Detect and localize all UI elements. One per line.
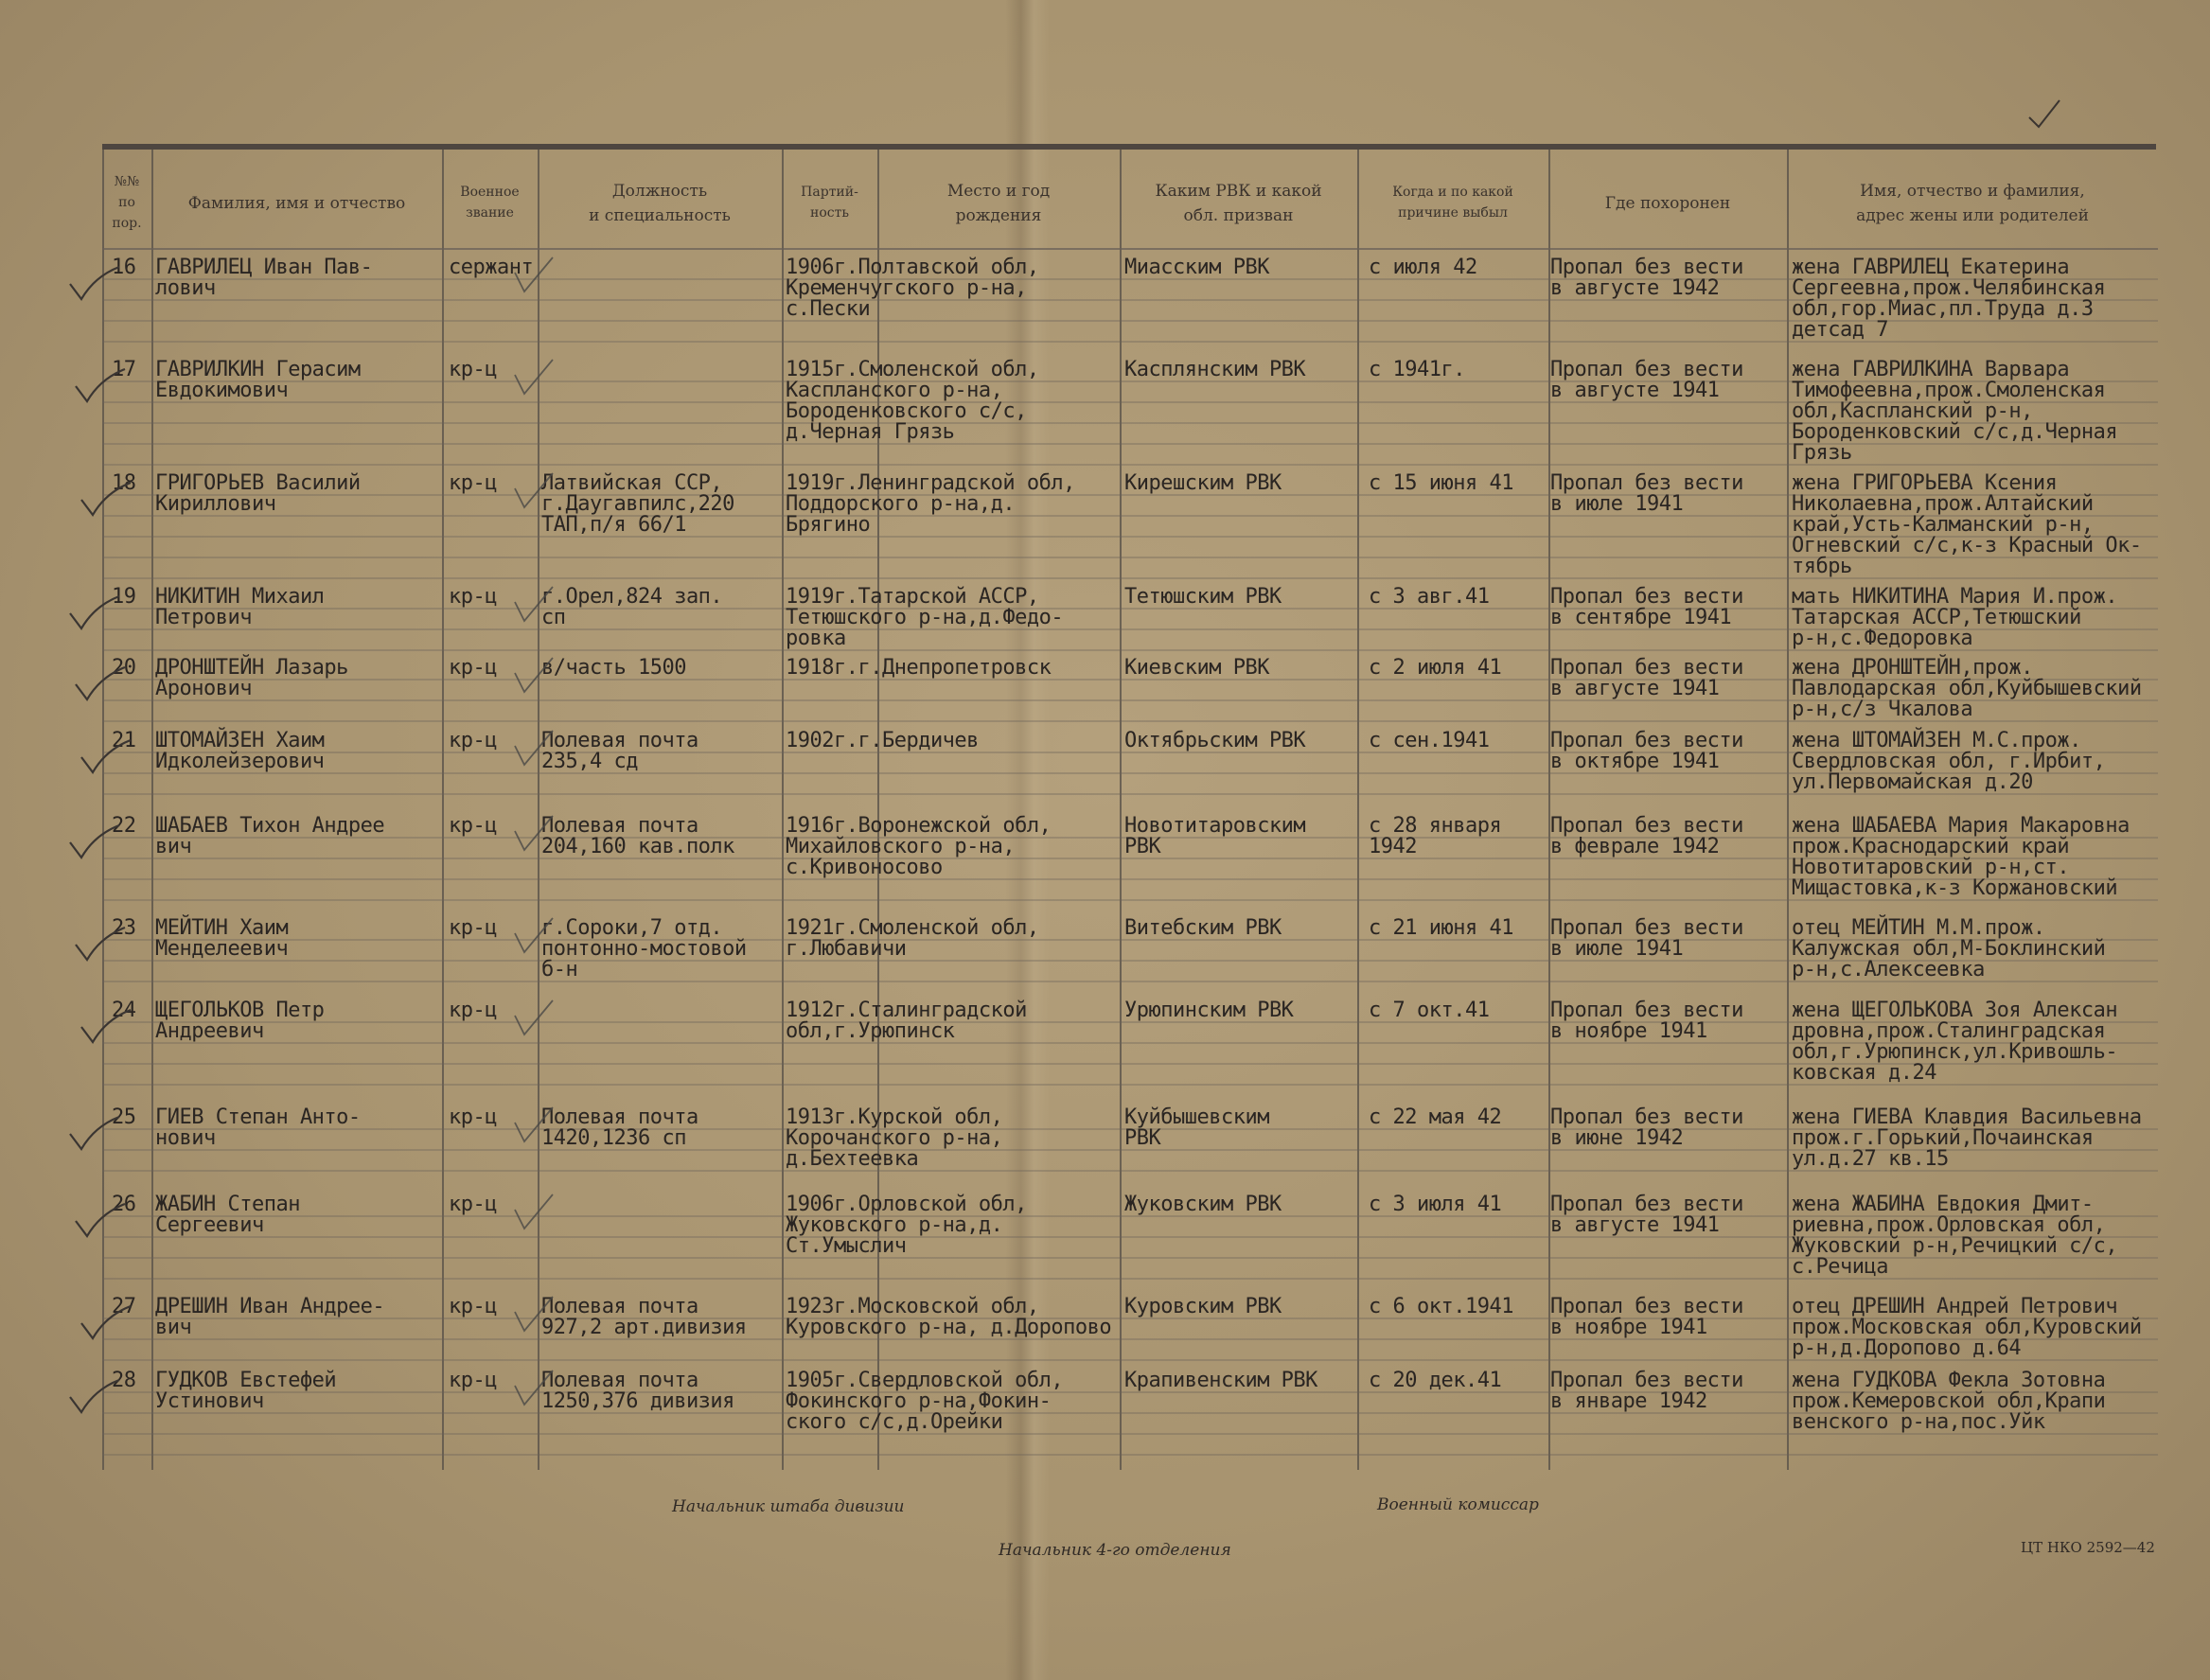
table-top-rule — [102, 144, 2156, 150]
header-position: Должность и специальность — [589, 181, 731, 225]
row-18-position: Латвийская ССР, г.Даугавпилс,220 ТАП,п/я 66/1 — [541, 471, 734, 537]
check-mark-icon — [78, 479, 134, 521]
row-28-birth: 1905г.Свердловской обл, Фокинского р-на,Фокин- ского с/с,д.Орейки — [786, 1369, 1064, 1434]
row-27-rank: кр-ц — [449, 1295, 497, 1318]
check-mark-icon — [511, 654, 558, 701]
row-18-rvk: Кирешским РВК — [1124, 471, 1282, 495]
row-20-relatives: жена ДРОНШТЕЙН,прож. Павлодарская обл,Куйбышевский р-н,с/з Чкалова — [1792, 656, 2142, 721]
row-21-relatives: жена ШТОМАЙЗЕН М.С.прож. Свердловская обл, г.Ирбит, ул.Первомайская д.20 — [1792, 729, 2106, 794]
ruled-line — [102, 1257, 1787, 1259]
row-26-birth: 1906г.Орловской обл, Жуковского р-на,д. Ст.Умыслич — [786, 1193, 1027, 1258]
check-mark-icon — [66, 1376, 123, 1418]
ruled-line — [102, 878, 1787, 880]
header-name: Фамилия, имя и отчество — [187, 193, 406, 213]
row-20-name: ДРОНШТЕЙН Лазарь Аронович — [155, 656, 348, 700]
col-divider — [102, 150, 104, 1470]
row-19-position: г.Орел,824 зап. сп — [541, 585, 723, 629]
ruled-line — [102, 960, 1787, 962]
row-16-relatives: жена ГАВРИЛЕЦ Екатерина Сергеевна,прож.Челябинская обл,гор.Миас,пл.Труда д.3 детсад 7 — [1792, 256, 2106, 342]
form-code: ЦТ НКО 2592—42 — [2021, 1539, 2155, 1556]
row-23-buried: Пропал без вести в июле 1941 — [1550, 916, 1743, 961]
row-27-buried: Пропал без вести в ноябре 1941 — [1550, 1295, 1743, 1339]
row-26-relatives: жена ЖАБИНА Евдокия Дмит- риевна,прож.Орловская обл, Жуковский р-н,Речицкий с/с, с.Речица — [1792, 1193, 2118, 1279]
row-27-num: 27 — [112, 1295, 136, 1318]
check-mark-icon — [72, 924, 129, 965]
row-20-position: в/часть 1500 — [541, 656, 686, 680]
row-23-rank: кр-ц — [449, 916, 497, 940]
row-24-num: 24 — [112, 999, 136, 1022]
row-23-when: с 21 июня 41 — [1369, 916, 1513, 940]
row-19-buried: Пропал без вести в сентябре 1941 — [1550, 585, 1743, 629]
row-26-buried: Пропал без вести в августе 1941 — [1550, 1193, 1743, 1237]
row-19-num: 19 — [112, 585, 136, 609]
row-22-buried: Пропал без вести в феврале 1942 — [1550, 814, 1743, 858]
row-25-when: с 22 мая 42 — [1369, 1105, 1502, 1129]
row-16-rvk: Миасским РВК — [1124, 256, 1269, 279]
row-23-name: МЕЙТИН Хаим Менделеевич — [155, 916, 289, 961]
row-21-rvk: Октябрьским РВК — [1124, 729, 1306, 752]
ruled-line — [102, 1084, 1787, 1086]
check-mark-icon — [72, 365, 129, 407]
check-mark-icon — [2025, 95, 2063, 133]
row-22-position: Полевая почта 204,160 кав.полк — [541, 814, 734, 858]
row-18-relatives: жена ГРИГОРЬЕВА Ксения Николаевна,прож.Алтайский край,Усть-Калманский р-н, Огневский с/с,к-з Красный Ок- тябрь — [1792, 471, 2142, 578]
check-mark-icon — [78, 1302, 134, 1344]
row-16-buried: Пропал без вести в августе 1942 — [1550, 256, 1743, 300]
row-16-name: ГАВРИЛЕЦ Иван Пав- лович — [155, 256, 373, 300]
ruled-line — [102, 793, 1787, 795]
row-27-name: ДРЕШИН Иван Андрее- вич — [155, 1295, 385, 1339]
header-buried: Где похоронен — [1604, 193, 1731, 213]
header-num: №№ по пор. — [112, 174, 142, 231]
row-25-buried: Пропал без вести в июне 1942 — [1550, 1105, 1743, 1150]
row-28-buried: Пропал без вести в январе 1942 — [1550, 1369, 1743, 1413]
row-16-when: с июля 42 — [1369, 256, 1477, 279]
row-23-relatives: отец МЕЙТИН М.М.прож. Калужская обл,М-Боклинский р-н,с.Алексеевка — [1792, 916, 2106, 981]
ruled-line — [102, 577, 1787, 579]
check-mark-icon — [511, 583, 558, 630]
ruled-line — [102, 464, 1787, 466]
row-28-rvk: Крапивенским РВК — [1124, 1369, 1317, 1392]
ruled-line — [102, 720, 1787, 722]
row-25-rank: кр-ц — [449, 1105, 497, 1129]
row-22-name: ШАБАЕВ Тихон Андрее вич — [155, 814, 385, 858]
check-mark-icon — [66, 263, 123, 305]
ruled-line — [102, 699, 1787, 701]
row-22-when: с 28 января 1942 — [1369, 814, 1502, 858]
ruled-line — [102, 557, 1787, 558]
row-24-birth: 1912г.Сталинградской обл,г.Урюпинск — [786, 999, 1027, 1043]
row-27-position: Полевая почта 927,2 арт.дивизия — [541, 1295, 747, 1339]
col-divider — [1357, 150, 1359, 1470]
row-22-relatives: жена ШАБАЕВА Мария Макаровна прож.Краснодарский край Новотитаровский р-н,ст. Мищастовка,к-з Коржановский — [1792, 814, 2130, 900]
row-17-num: 17 — [112, 358, 136, 381]
row-19-rvk: Тетюшским РВК — [1124, 585, 1282, 609]
check-mark-icon — [511, 356, 558, 403]
check-mark-icon — [511, 914, 558, 962]
check-mark-icon — [78, 736, 134, 778]
check-mark-icon — [511, 1293, 558, 1340]
ruled-line — [102, 1454, 1787, 1456]
row-25-rvk: Куйбышевским РВК — [1124, 1105, 1269, 1150]
row-26-num: 26 — [112, 1193, 136, 1216]
row-17-birth: 1915г.Смоленской обл, Каспланского р-на, Бороденковского с/с, д.Черная Грязь — [786, 358, 1039, 444]
row-20-birth: 1918г.г.Днепропетровск — [786, 656, 1052, 680]
row-26-when: с 3 июля 41 — [1369, 1193, 1502, 1216]
col-divider — [877, 150, 879, 1470]
row-21-num: 21 — [112, 729, 136, 752]
check-mark-icon — [511, 469, 558, 517]
row-28-position: Полевая почта 1250,376 дивизия — [541, 1369, 734, 1413]
ruled-line — [102, 1278, 1787, 1280]
row-21-name: ШТОМАЙЗЕН Хаим Идколейзерович — [155, 729, 325, 773]
check-mark-icon — [66, 1113, 123, 1155]
row-26-rank: кр-ц — [449, 1193, 497, 1216]
row-21-when: с сен.1941 — [1369, 729, 1490, 752]
row-27-rvk: Куровским РВК — [1124, 1295, 1282, 1318]
row-23-num: 23 — [112, 916, 136, 940]
row-24-name: ЩЕГОЛЬКОВ Петр Андреевич — [155, 999, 325, 1043]
row-20-num: 20 — [112, 656, 136, 680]
ruled-line — [102, 649, 1787, 651]
row-18-when: с 15 июня 41 — [1369, 471, 1513, 495]
row-21-birth: 1902г.г.Бердичев — [786, 729, 979, 752]
header-rvk: Каким РВК и какой обл. призван — [1155, 181, 1322, 225]
header-rank: Военное звание — [460, 185, 520, 221]
col-divider — [1120, 150, 1122, 1470]
row-24-buried: Пропал без вести в ноябре 1941 — [1550, 999, 1743, 1043]
row-19-relatives: мать НИКИТИНА Мария И.прож. Татарская АССР,Тетюшский р-н,с.Федоровка — [1792, 585, 2118, 650]
row-25-num: 25 — [112, 1105, 136, 1129]
footer-chief-dept: Начальник 4-го отделения — [999, 1541, 1231, 1560]
row-27-when: с 6 окт.1941 — [1369, 1295, 1513, 1318]
check-mark-icon — [511, 1104, 558, 1151]
row-23-position: г.Сороки,7 отд. понтонно-мостовой б-н — [541, 916, 747, 981]
ruled-line — [102, 899, 1787, 901]
check-mark-icon — [511, 997, 558, 1044]
row-17-rvk: Касплянским РВК — [1124, 358, 1306, 381]
row-24-rvk: Урюпинским РВК — [1124, 999, 1294, 1022]
row-22-rvk: Новотитаровским РВК — [1124, 814, 1306, 858]
row-23-birth: 1921г.Смоленской обл, г.Любавичи — [786, 916, 1039, 961]
check-mark-icon — [66, 822, 123, 863]
check-mark-icon — [511, 812, 558, 859]
check-mark-icon — [72, 1200, 129, 1242]
row-19-birth: 1919г.Татарской АССР, Тетюшского р-на,д.Федо- ровка — [786, 585, 1064, 650]
col-divider — [538, 150, 539, 1470]
row-27-relatives: отец ДРЕШИН Андрей Петрович прож.Московская обл,Куровский р-н,д.Доропово д.64 — [1792, 1295, 2142, 1360]
row-19-when: с 3 авг.41 — [1369, 585, 1490, 609]
check-mark-icon — [511, 1191, 558, 1238]
row-28-num: 28 — [112, 1369, 136, 1392]
ruled-line — [102, 981, 1787, 982]
row-22-birth: 1916г.Воронежской обл, Михайловского р-на, с.Кривоносово — [786, 814, 1052, 879]
row-20-rvk: Киевским РВК — [1124, 656, 1269, 680]
row-28-name: ГУДКОВ Евстефей Устинович — [155, 1369, 337, 1413]
ruled-line — [102, 1170, 1787, 1172]
ruled-line — [1787, 1454, 2158, 1456]
check-mark-icon — [66, 592, 123, 634]
ruled-line — [102, 1359, 1787, 1361]
check-mark-icon — [72, 663, 129, 705]
row-17-name: ГАВРИЛКИН Герасим Евдокимович — [155, 358, 361, 402]
header-birth: Место и год рождения — [946, 181, 1051, 225]
row-19-name: НИКИТИН Михаил Петрович — [155, 585, 325, 629]
header-when: Когда и по какой причине выбыл — [1392, 185, 1513, 221]
row-18-rank: кр-ц — [449, 471, 497, 495]
row-17-when: с 1941г. — [1369, 358, 1465, 381]
row-28-when: с 20 дек.41 — [1369, 1369, 1502, 1392]
row-26-name: ЖАБИН Степан Сергеевич — [155, 1193, 300, 1237]
check-mark-icon — [511, 1367, 558, 1414]
footer-chief-staff: Начальник штаба дивизии — [672, 1497, 905, 1516]
row-28-rank: кр-ц — [449, 1369, 497, 1392]
row-25-name: ГИЕВ Степан Анто- нович — [155, 1105, 361, 1150]
col-divider — [151, 150, 153, 1470]
col-divider — [782, 150, 784, 1470]
ruled-line — [102, 1063, 1787, 1065]
row-27-birth: 1923г.Московской обл, Куровского р-на, д.Доропово — [786, 1295, 1112, 1339]
ruled-line — [102, 320, 1787, 322]
row-16-rank: сержант — [449, 256, 534, 279]
row-26-rvk: Жуковским РВК — [1124, 1193, 1282, 1216]
row-18-birth: 1919г.Ленинградской обл, Поддорского р-на,д. Брягино — [786, 471, 1075, 537]
row-23-rvk: Витебским РВК — [1124, 916, 1282, 940]
row-16-birth: 1906г.Полтавской обл, Кременчугского р-на, с.Пески — [786, 256, 1039, 321]
row-21-position: Полевая почта 235,4 сд — [541, 729, 698, 773]
row-24-rank: кр-ц — [449, 999, 497, 1022]
ruled-line — [102, 772, 1787, 774]
row-21-buried: Пропал без вести в октябре 1941 — [1550, 729, 1743, 773]
row-21-rank: кр-ц — [449, 729, 497, 752]
row-16-num: 16 — [112, 256, 136, 279]
row-19-rank: кр-ц — [449, 585, 497, 609]
row-18-buried: Пропал без вести в июле 1941 — [1550, 471, 1743, 516]
row-17-relatives: жена ГАВРИЛКИНА Варвара Тимофеевна,прож.Смоленская обл,Каспланский р-н, Бороденковский с/с,д.Черная Грязь — [1792, 358, 2118, 465]
row-18-name: ГРИГОРЬЕВ Василий Кириллович — [155, 471, 361, 516]
header-relatives: Имя, отчество и фамилия, адрес жены или родителей — [1856, 181, 2089, 225]
row-25-birth: 1913г.Курской обл, Корочанского р-на, д.Бехтеевка — [786, 1105, 1003, 1171]
check-mark-icon — [511, 254, 558, 301]
col-divider — [442, 150, 444, 1470]
row-28-relatives: жена ГУДКОВА Фекла Зотовна прож.Кемеровской обл,Крапи венского р-на,пос.Уйк — [1792, 1369, 2106, 1434]
row-25-relatives: жена ГИЕВА Клавдия Васильевна прож.г.Горький,Почаинская ул.д.27 кв.15 — [1792, 1105, 2142, 1171]
footer-commissar: Военный комиссар — [1377, 1495, 1539, 1514]
header-party: Партий- ность — [801, 185, 858, 221]
row-20-buried: Пропал без вести в августе 1941 — [1550, 656, 1743, 700]
check-mark-icon — [511, 727, 558, 774]
ruled-line — [102, 341, 1787, 343]
row-17-rank: кр-ц — [449, 358, 497, 381]
row-24-relatives: жена ЩЕГОЛЬКОВА Зоя Алексан дровна,прож.Сталинградская обл,г.Урюпинск,ул.Кривошль- ковская д.24 — [1792, 999, 2118, 1085]
row-17-buried: Пропал без вести в августе 1941 — [1550, 358, 1743, 402]
row-20-when: с 2 июля 41 — [1369, 656, 1502, 680]
row-25-position: Полевая почта 1420,1236 сп — [541, 1105, 698, 1150]
check-mark-icon — [78, 1006, 134, 1048]
row-22-rank: кр-ц — [449, 814, 497, 838]
col-divider — [1787, 150, 1789, 1470]
col-divider — [1548, 150, 1550, 1470]
row-22-num: 22 — [112, 814, 136, 838]
row-24-when: с 7 окт.41 — [1369, 999, 1490, 1022]
row-18-num: 18 — [112, 471, 136, 495]
ruled-line — [102, 536, 1787, 538]
row-20-rank: кр-ц — [449, 656, 497, 680]
